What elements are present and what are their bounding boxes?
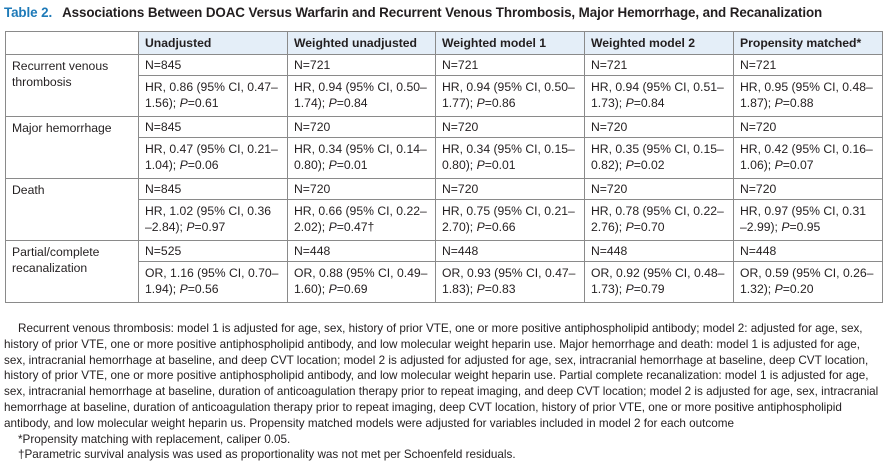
n-cell: N=720 (436, 117, 585, 138)
outcome-label: Recurrent venous thrombosis (6, 55, 139, 117)
header-cell-blank (6, 32, 139, 55)
n-cell: N=720 (734, 179, 883, 200)
n-cell: N=448 (734, 241, 883, 262)
outcome-label: Major hemorrhage (6, 117, 139, 179)
estimate-cell: OR, 0.93 (95% CI, 0.47–1.83); P=0.83 (436, 262, 585, 303)
table-title: Associations Between DOAC Versus Warfarin and Recurrent Venous Thrombosis, Major Hemorrhage, and Recanalization (62, 5, 823, 20)
estimate-cell: HR, 0.35 (95% CI, 0.15–0.82); P=0.02 (585, 138, 734, 179)
estimate-cell: HR, 0.95 (95% CI, 0.48–1.87); P=0.88 (734, 76, 883, 117)
estimate-cell: HR, 0.94 (95% CI, 0.50–1.77); P=0.86 (436, 76, 585, 117)
estimate-cell: HR, 1.02 (95% CI, 0.36 –2.84); P=0.97 (139, 200, 288, 241)
n-cell: N=721 (734, 55, 883, 76)
estimate-cell: OR, 0.88 (95% CI, 0.49–1.60); P=0.69 (288, 262, 436, 303)
table-row (6, 55, 883, 76)
table-header-row (6, 32, 883, 55)
table-row (6, 179, 883, 200)
header-weighted-model-1: Weighted model 1 (436, 32, 585, 55)
outcome-label: Death (6, 179, 139, 241)
header-weighted-model-2: Weighted model 2 (585, 32, 734, 55)
footnote-survival: †Parametric survival analysis was used as proportionality was not met per Schoenfeld residuals. (18, 448, 516, 462)
estimate-cell: OR, 0.59 (95% CI, 0.26–1.32); P=0.20 (734, 262, 883, 303)
n-cell: N=845 (139, 179, 288, 200)
n-cell: N=720 (585, 117, 734, 138)
table-row (6, 117, 883, 138)
table-row (6, 241, 883, 262)
table-notes (4, 321, 883, 463)
n-cell: N=720 (734, 117, 883, 138)
n-cell: N=720 (436, 179, 585, 200)
table-number: Table 2. (4, 5, 53, 20)
header-weighted-unadjusted: Weighted unadjusted (288, 32, 436, 55)
n-cell: N=721 (436, 55, 585, 76)
estimate-cell: HR, 0.94 (95% CI, 0.50–1.74); P=0.84 (288, 76, 436, 117)
n-cell: N=448 (585, 241, 734, 262)
n-cell: N=720 (288, 117, 436, 138)
n-cell: N=720 (288, 179, 436, 200)
n-cell: N=525 (139, 241, 288, 262)
estimate-cell: OR, 1.16 (95% CI, 0.70–1.94); P=0.56 (139, 262, 288, 303)
n-cell: N=721 (585, 55, 734, 76)
outcome-label: Partial/complete recanalization (6, 241, 139, 303)
header-propensity-matched: Propensity matched* (734, 32, 883, 55)
header-unadjusted: Unadjusted (139, 32, 288, 55)
estimate-cell: HR, 0.78 (95% CI, 0.22–2.76); P=0.70 (585, 200, 734, 241)
estimate-cell: HR, 0.47 (95% CI, 0.21–1.04); P=0.06 (139, 138, 288, 179)
estimate-cell: HR, 0.86 (95% CI, 0.47–1.56); P=0.61 (139, 76, 288, 117)
n-cell: N=845 (139, 55, 288, 76)
footnote-propensity: *Propensity matching with replacement, caliper 0.05. (18, 432, 291, 446)
estimate-cell: HR, 0.42 (95% CI, 0.16–1.06); P=0.07 (734, 138, 883, 179)
estimate-cell: HR, 0.34 (95% CI, 0.14–0.80); P=0.01 (288, 138, 436, 179)
n-cell: N=448 (288, 241, 436, 262)
estimate-cell: HR, 0.66 (95% CI, 0.22–2.02); P=0.47† (288, 200, 436, 241)
estimate-cell: HR, 0.75 (95% CI, 0.21–2.70); P=0.66 (436, 200, 585, 241)
estimate-cell: HR, 0.97 (95% CI, 0.31 –2.99); P=0.95 (734, 200, 883, 241)
notes-paragraph: Recurrent venous thrombosis: model 1 is adjusted for age, sex, history of prior VTE, one or more positive antiphospholipid antibody; model 2: adjusted for age, sex, history of prior VTE, one or more positive antiphospholipid antibody, and low molecular weight heparin use. Major hemorrhage and death: model 1 is adjusted for age, sex, intracranial hemorrhage at baseline, and deep CVT location; model 2 is adjusted for adjusted for age, sex, intracranial hemorrhage at baseline, deep CVT location, history of prior VTE, one or more positive antiphospholipid antibody, and low molecular weight heparin use. Partial complete recanalization: model 1 is adjusted for age, sex, intracranial hemorrhage at baseline, duration of anticoagulation therapy prior to repeat imaging, and deep CVT location; model 2 is adjusted for age, sex, intracranial hemorrhage at baseline, duration of anticoagulation therapy prior to repeat imaging, deep CVT location, history of prior VTE, one or more positive antiphospholipid antibody, and low molecular weight heparin us. Propensity matched models were adjusted for variables included in model 2 for each outcome (4, 322, 879, 430)
estimate-cell: HR, 0.94 (95% CI, 0.51–1.73); P=0.84 (585, 76, 734, 117)
estimate-cell: OR, 0.92 (95% CI, 0.48–1.73); P=0.79 (585, 262, 734, 303)
n-cell: N=845 (139, 117, 288, 138)
results-table (5, 31, 883, 303)
n-cell: N=721 (288, 55, 436, 76)
n-cell: N=448 (436, 241, 585, 262)
table-caption (4, 5, 822, 20)
estimate-cell: HR, 0.34 (95% CI, 0.15–0.80); P=0.01 (436, 138, 585, 179)
n-cell: N=720 (585, 179, 734, 200)
